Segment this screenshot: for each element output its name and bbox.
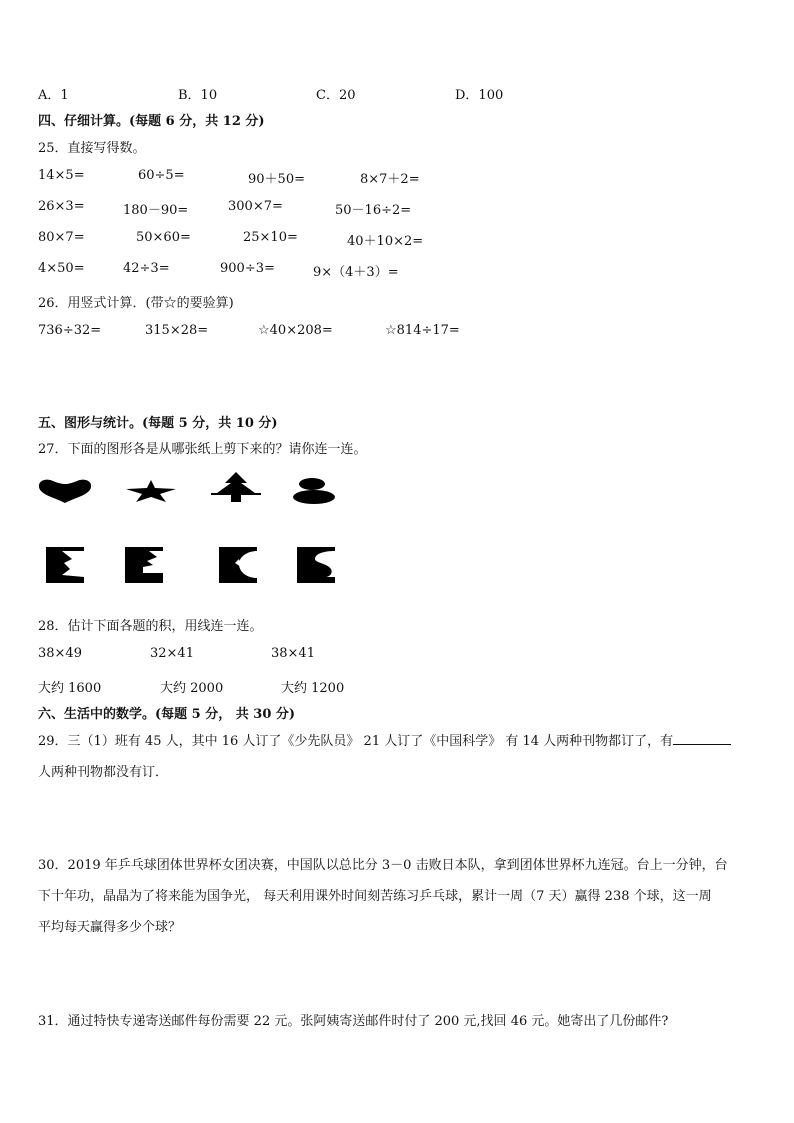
calc-item: 180－90= [123,203,189,218]
question-29 [38,730,731,749]
star-shape [125,479,177,503]
calc-item: 60÷5= [138,168,185,183]
answer-blank[interactable] [673,732,731,745]
paper-zigzag-icon [46,547,84,583]
question-25: 25．直接写得数。 [38,141,146,156]
heart-shape [38,478,92,504]
section-4-title: 四、仔细计算。(每题 6 分，共 12 分) [38,114,265,129]
section-5-title: 五、图形与统计。(每题 5 分，共 10 分) [38,416,278,431]
question-29-text: 29．三（1）班有 45 人，其中 16 人订了《少先队员》 21 人订了《中国科学》 有 14 人两种刊物都订了，有 [38,734,674,749]
question-30-cont: 平均每天赢得多少个球？ [38,920,182,935]
calc-item: 90＋50= [248,172,305,187]
calc-item: 40＋10×2= [347,234,424,249]
paper-arc-icon [219,547,257,583]
paper-step-icon [125,547,163,583]
calc-item: 9×（4＋3）= [313,265,399,280]
vertical-calc: 315×28= [145,323,209,338]
calc-item: 50－16÷2= [335,203,412,218]
calc-item: 80×7= [38,230,85,245]
calc-item: 8×7＋2= [360,172,420,187]
calc-item: 50×60= [136,230,191,245]
paper-wave-icon [297,547,335,583]
calc-item: 26×3= [38,199,85,214]
product-item: 32×41 [150,646,194,661]
calc-item: 900÷3= [220,261,275,276]
tree-shape [209,471,263,503]
question-29-cont: 人两种刊物都没有订． [38,765,169,780]
product-item: 38×41 [271,646,315,661]
question-30-cont: 下十年功，晶晶为了将来能为国争光， 每天利用课外时间刻苦练习乒乓球，累计一周（7 天）赢得 238 个球，这一周 [38,889,712,904]
question-31: 31．通过特快专递寄送邮件每份需要 22 元。张阿姨寄送邮件时付了 200 元,找回 46 元。她寄出了几份邮件? [38,1014,669,1029]
option-b: B．10 [178,88,218,103]
calc-item: 42÷3= [123,261,170,276]
product-item: 38×49 [38,646,82,661]
question-27: 27．下面的图形各是从哪张纸上剪下来的？请你连一连。 [38,442,367,457]
vertical-calc: 736÷32= [38,323,102,338]
vertical-calc: ☆814÷17= [385,323,460,338]
option-a: A．1 [38,88,69,103]
calc-item: 300×7= [228,199,283,214]
calc-item: 4×50= [38,261,85,276]
estimate-item: 大约 2000 [160,681,224,696]
question-28: 28．估计下面各题的积，用线连一连。 [38,619,263,634]
calc-item: 25×10= [243,230,298,245]
option-c: C．20 [316,88,356,103]
estimate-item: 大约 1600 [38,681,102,696]
mushroom-shape [291,477,337,505]
vertical-calc: ☆40×208= [258,323,333,338]
question-30: 30．2019 年乒乓球团体世界杯女团决赛，中国队以总比分 3－0 击败日本队，拿到团体世界杯九连冠。台上一分钟，台 [38,858,728,873]
section-6-title: 六、生活中的数学。(每题 5 分， 共 30 分) [38,707,296,722]
question-26: 26．用竖式计算．(带☆的要验算) [38,296,234,311]
option-d: D．100 [455,88,504,103]
estimate-item: 大约 1200 [281,681,345,696]
calc-item: 14×5= [38,168,85,183]
